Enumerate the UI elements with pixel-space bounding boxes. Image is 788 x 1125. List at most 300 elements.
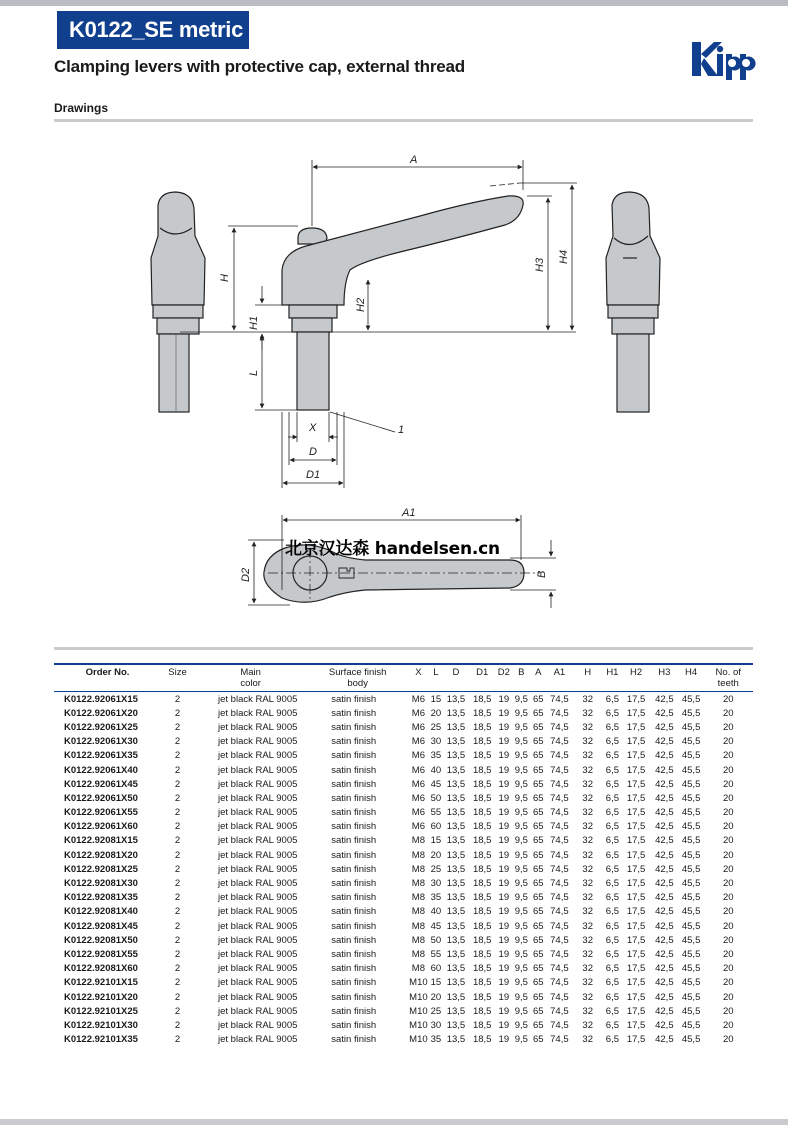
cell-d: 13,5: [446, 778, 466, 790]
cell-h3: 42,5: [655, 892, 674, 904]
header-no-of-teeth: No. of teeth: [703, 664, 753, 692]
cell-d1: 18,5: [472, 948, 492, 960]
cell-d2: 19: [498, 778, 510, 790]
cell-h4: 45,5: [681, 920, 701, 932]
table-row: [54, 706, 753, 720]
cell-b: 9,5: [514, 849, 528, 861]
cell-h: 32: [582, 1005, 593, 1017]
cell-teeth: 20: [722, 878, 734, 890]
cell-h3: 42,5: [655, 963, 674, 975]
cell-h4: 45,5: [681, 1005, 701, 1017]
cell-h: 32: [582, 948, 593, 960]
cell-a: 65: [533, 991, 544, 1003]
cell-a: 65: [533, 977, 544, 989]
cell-h2: 17,5: [626, 707, 646, 719]
cell-surface-finish: satin finish: [331, 906, 377, 918]
cell-d2: 19: [498, 892, 510, 904]
cell-b: 9,5: [514, 750, 528, 762]
cell-d: 13,5: [446, 878, 466, 890]
cell-order-no: K0122.92081X20: [64, 849, 138, 861]
cell-x: M6: [411, 792, 425, 804]
cell-d: 13,5: [446, 835, 466, 847]
cell-h1: 6,5: [605, 778, 619, 790]
cell-d1: 18,5: [472, 991, 492, 1003]
cell-d: 13,5: [446, 750, 466, 762]
cell-h2: 17,5: [626, 878, 646, 890]
cell-d1: 18,5: [472, 1019, 492, 1031]
header-surface-finish: Surface finish body: [307, 664, 408, 692]
cell-teeth: 20: [722, 892, 734, 904]
cell-main-color: jet black RAL 9005: [218, 963, 298, 975]
cell-x: M6: [411, 778, 425, 790]
cell-d1: 18,5: [472, 792, 492, 804]
table-row: [54, 735, 753, 749]
cell-order-no: K0122.92081X30: [64, 878, 138, 890]
cell-l: 30: [430, 736, 442, 748]
table-row: [54, 962, 753, 976]
cell-h4: 45,5: [681, 1034, 701, 1046]
cell-h: 32: [582, 693, 593, 705]
cell-b: 9,5: [514, 1005, 528, 1017]
cell-d1: 18,5: [472, 807, 492, 819]
cell-d: 13,5: [446, 977, 466, 989]
cell-l: 15: [430, 693, 442, 705]
cell-h2: 17,5: [626, 849, 646, 861]
cell-d2: 19: [498, 1019, 510, 1031]
cell-h1: 6,5: [605, 736, 619, 748]
header-d1: D1: [469, 664, 496, 692]
cell-size: 2: [174, 934, 181, 946]
cell-d2: 19: [498, 977, 510, 989]
cell-d2: 19: [498, 863, 510, 875]
cell-h: 32: [582, 835, 593, 847]
cell-d1: 18,5: [472, 920, 492, 932]
cell-a1: 74,5: [550, 693, 569, 705]
cell-surface-finish: satin finish: [331, 849, 377, 861]
cell-teeth: 20: [722, 920, 734, 932]
cell-main-color: jet black RAL 9005: [218, 792, 298, 804]
cell-x: M6: [411, 750, 425, 762]
header-x: X: [408, 664, 429, 692]
technical-drawing: [0, 130, 788, 640]
dim-label-D1: D1: [306, 469, 321, 481]
cell-a: 65: [533, 1005, 544, 1017]
cell-h: 32: [582, 778, 593, 790]
cell-d2: 19: [498, 707, 510, 719]
cell-b: 9,5: [514, 963, 528, 975]
cell-main-color: jet black RAL 9005: [218, 821, 298, 833]
cell-surface-finish: satin finish: [331, 977, 377, 989]
cell-size: 2: [174, 948, 181, 960]
cell-h4: 45,5: [681, 977, 701, 989]
table-row: [54, 791, 753, 805]
cell-size: 2: [174, 963, 181, 975]
cell-b: 9,5: [514, 934, 528, 946]
cell-size: 2: [174, 1005, 181, 1017]
cell-h3: 42,5: [655, 721, 674, 733]
cell-l: 50: [430, 934, 442, 946]
cell-surface-finish: satin finish: [331, 963, 377, 975]
cell-b: 9,5: [514, 920, 528, 932]
dim-label-X: X: [309, 422, 317, 434]
cell-size: 2: [174, 863, 181, 875]
cell-size: 2: [174, 778, 181, 790]
cell-order-no: K0122.92101X15: [64, 977, 138, 989]
cell-a: 65: [533, 863, 544, 875]
cell-a1: 74,5: [550, 707, 569, 719]
cell-d: 13,5: [446, 736, 466, 748]
cell-order-no: K0122.92061X30: [64, 736, 138, 748]
cell-a: 65: [533, 1019, 544, 1031]
cell-a: 65: [533, 736, 544, 748]
cell-l: 40: [430, 764, 442, 776]
cell-h2: 17,5: [626, 721, 646, 733]
cell-h4: 45,5: [681, 906, 701, 918]
cell-x: M10: [409, 1019, 428, 1031]
cell-teeth: 20: [722, 764, 734, 776]
cell-surface-finish: satin finish: [331, 948, 377, 960]
cell-order-no: K0122.92081X40: [64, 906, 138, 918]
cell-a: 65: [533, 878, 544, 890]
cell-h3: 42,5: [655, 948, 674, 960]
cell-d: 13,5: [446, 920, 466, 932]
table-row: [54, 876, 753, 890]
cell-h3: 42,5: [655, 920, 674, 932]
cell-h3: 42,5: [655, 792, 674, 804]
cell-h: 32: [582, 977, 593, 989]
cell-order-no: K0122.92061X15: [64, 693, 138, 705]
table-row: [54, 692, 753, 707]
cell-d1: 18,5: [472, 707, 492, 719]
divider: [54, 119, 753, 122]
cell-teeth: 20: [722, 906, 734, 918]
cell-d: 13,5: [446, 934, 466, 946]
cell-h2: 17,5: [626, 948, 646, 960]
cell-h4: 45,5: [681, 863, 701, 875]
cell-a1: 74,5: [550, 991, 569, 1003]
cell-order-no: K0122.92061X35: [64, 750, 138, 762]
cell-h3: 42,5: [655, 736, 674, 748]
header-b: B: [512, 664, 531, 692]
cell-main-color: jet black RAL 9005: [218, 849, 298, 861]
cell-order-no: K0122.92061X25: [64, 721, 138, 733]
cell-h3: 42,5: [655, 707, 674, 719]
cell-h2: 17,5: [626, 750, 646, 762]
cell-teeth: 20: [722, 977, 734, 989]
cell-surface-finish: satin finish: [331, 835, 377, 847]
cell-h3: 42,5: [655, 849, 674, 861]
dim-label-A1: A1: [402, 507, 416, 519]
table-row: [54, 820, 753, 834]
cell-h4: 45,5: [681, 991, 701, 1003]
cell-h4: 45,5: [681, 693, 701, 705]
cell-h3: 42,5: [655, 977, 674, 989]
cell-a: 65: [533, 807, 544, 819]
cell-x: M8: [411, 963, 425, 975]
cell-x: M6: [411, 821, 425, 833]
cell-a1: 74,5: [550, 892, 569, 904]
cell-b: 9,5: [514, 807, 528, 819]
cell-l: 60: [430, 821, 442, 833]
cell-order-no: K0122.92081X60: [64, 963, 138, 975]
cell-size: 2: [174, 835, 181, 847]
cell-d: 13,5: [446, 849, 466, 861]
cell-d1: 18,5: [472, 863, 492, 875]
cell-h4: 45,5: [681, 721, 701, 733]
cell-d2: 19: [498, 721, 510, 733]
cell-d: 13,5: [446, 863, 466, 875]
cell-main-color: jet black RAL 9005: [218, 991, 298, 1003]
cell-h1: 6,5: [605, 693, 619, 705]
cell-h1: 6,5: [605, 792, 619, 804]
cell-h4: 45,5: [681, 934, 701, 946]
cell-size: 2: [174, 906, 181, 918]
cell-l: 45: [430, 778, 442, 790]
cell-h3: 42,5: [655, 878, 674, 890]
cell-a1: 74,5: [550, 849, 569, 861]
cell-main-color: jet black RAL 9005: [218, 736, 298, 748]
cell-b: 9,5: [514, 736, 528, 748]
cell-d2: 19: [498, 750, 510, 762]
cell-main-color: jet black RAL 9005: [218, 807, 298, 819]
cell-main-color: jet black RAL 9005: [218, 707, 298, 719]
cell-h1: 6,5: [605, 991, 619, 1003]
cell-a: 65: [533, 764, 544, 776]
cell-h: 32: [582, 906, 593, 918]
cell-b: 9,5: [514, 991, 528, 1003]
cell-x: M8: [411, 906, 425, 918]
cell-h4: 45,5: [681, 878, 701, 890]
cell-order-no: K0122.92081X35: [64, 892, 138, 904]
cell-main-color: jet black RAL 9005: [218, 920, 298, 932]
header-main-color: Main color: [194, 664, 307, 692]
cell-h3: 42,5: [655, 807, 674, 819]
table-row: [54, 848, 753, 862]
cell-main-color: jet black RAL 9005: [218, 892, 298, 904]
cell-d1: 18,5: [472, 721, 492, 733]
cell-x: M6: [411, 764, 425, 776]
kipp-logo: [688, 40, 758, 82]
cell-h1: 6,5: [605, 878, 619, 890]
cell-d2: 19: [498, 821, 510, 833]
dim-label-B: B: [536, 570, 548, 578]
cell-x: M8: [411, 934, 425, 946]
cell-order-no: K0122.92101X25: [64, 1005, 138, 1017]
cell-h3: 42,5: [655, 778, 674, 790]
cell-teeth: 20: [722, 963, 734, 975]
cell-d: 13,5: [446, 948, 466, 960]
cell-h2: 17,5: [626, 764, 646, 776]
cell-d1: 18,5: [472, 906, 492, 918]
cell-order-no: K0122.92061X55: [64, 807, 138, 819]
cell-surface-finish: satin finish: [331, 878, 377, 890]
cell-size: 2: [174, 892, 181, 904]
header-d2: D2: [496, 664, 512, 692]
dim-label-H4: H4: [558, 249, 570, 264]
product-code-title: K0122_SE metric: [57, 11, 249, 49]
cell-a1: 74,5: [550, 878, 569, 890]
cell-h4: 45,5: [681, 948, 701, 960]
cell-h1: 6,5: [605, 764, 619, 776]
cell-size: 2: [174, 849, 181, 861]
cell-a: 65: [533, 1034, 544, 1046]
cell-d: 13,5: [446, 807, 466, 819]
cell-h3: 42,5: [655, 991, 674, 1003]
cell-a1: 74,5: [550, 1034, 569, 1046]
cell-h4: 45,5: [681, 821, 701, 833]
cell-order-no: K0122.92081X25: [64, 863, 138, 875]
cell-h2: 17,5: [626, 778, 646, 790]
cell-order-no: K0122.92101X20: [64, 991, 138, 1003]
cell-d2: 19: [498, 835, 510, 847]
cell-size: 2: [174, 693, 181, 705]
cell-a1: 74,5: [550, 835, 569, 847]
cell-b: 9,5: [514, 1034, 528, 1046]
header-a1: A1: [546, 664, 573, 692]
cell-d2: 19: [498, 906, 510, 918]
cell-h2: 17,5: [626, 693, 646, 705]
cell-size: 2: [174, 878, 181, 890]
cell-a: 65: [533, 792, 544, 804]
cell-x: M6: [411, 807, 425, 819]
table-row: [54, 933, 753, 947]
cell-teeth: 20: [722, 1034, 734, 1046]
cell-d1: 18,5: [472, 835, 492, 847]
table-row: [54, 763, 753, 777]
cell-surface-finish: satin finish: [331, 863, 377, 875]
cell-a: 65: [533, 721, 544, 733]
cell-h1: 6,5: [605, 977, 619, 989]
cell-h: 32: [582, 807, 593, 819]
dim-label-H2: H2: [355, 297, 367, 312]
cell-h: 32: [582, 1034, 593, 1046]
cell-a1: 74,5: [550, 764, 569, 776]
cell-main-color: jet black RAL 9005: [218, 764, 298, 776]
watermark-text: 北京汉达森 handelsen.cn: [285, 539, 500, 559]
cell-l: 35: [430, 750, 442, 762]
cell-d: 13,5: [446, 792, 466, 804]
cell-b: 9,5: [514, 835, 528, 847]
cell-b: 9,5: [514, 792, 528, 804]
cell-teeth: 20: [722, 835, 734, 847]
cell-order-no: K0122.92081X15: [64, 835, 138, 847]
table-row: [54, 990, 753, 1004]
cell-h3: 42,5: [655, 764, 674, 776]
cell-h1: 6,5: [605, 1019, 619, 1031]
cell-teeth: 20: [722, 1019, 734, 1031]
cell-surface-finish: satin finish: [331, 750, 377, 762]
dim-label-H1: H1: [248, 315, 260, 330]
cell-l: 25: [430, 721, 442, 733]
cell-a: 65: [533, 821, 544, 833]
order-table: [54, 663, 753, 1047]
cell-size: 2: [174, 707, 181, 719]
cell-teeth: 20: [722, 991, 734, 1003]
cell-surface-finish: satin finish: [331, 1005, 377, 1017]
cell-a1: 74,5: [550, 1019, 569, 1031]
cell-main-color: jet black RAL 9005: [218, 835, 298, 847]
table-row: [54, 976, 753, 990]
cell-a1: 74,5: [550, 736, 569, 748]
cell-d: 13,5: [446, 707, 466, 719]
cell-size: 2: [174, 821, 181, 833]
cell-l: 35: [430, 892, 442, 904]
cell-d2: 19: [498, 849, 510, 861]
cell-teeth: 20: [722, 778, 734, 790]
cell-l: 30: [430, 878, 442, 890]
cell-teeth: 20: [722, 821, 734, 833]
cell-h2: 17,5: [626, 934, 646, 946]
drawings-label: Drawings: [54, 101, 109, 115]
table-row: [54, 919, 753, 933]
cell-l: 30: [430, 1019, 442, 1031]
cell-h: 32: [582, 920, 593, 932]
cell-main-color: jet black RAL 9005: [218, 1034, 298, 1046]
cell-d: 13,5: [446, 892, 466, 904]
cell-a1: 74,5: [550, 792, 569, 804]
header-h2: H2: [622, 664, 650, 692]
cell-main-color: jet black RAL 9005: [218, 693, 298, 705]
cell-order-no: K0122.92061X60: [64, 821, 138, 833]
table-header-row: [54, 664, 753, 692]
cell-teeth: 20: [722, 693, 734, 705]
cell-h4: 45,5: [681, 835, 701, 847]
dim-label-D: D: [309, 446, 317, 458]
cell-size: 2: [174, 721, 181, 733]
cell-h2: 17,5: [626, 807, 646, 819]
cell-order-no: K0122.92061X40: [64, 764, 138, 776]
cell-h: 32: [582, 892, 593, 904]
cell-h2: 17,5: [626, 906, 646, 918]
cell-b: 9,5: [514, 863, 528, 875]
cell-surface-finish: satin finish: [331, 721, 377, 733]
cell-d1: 18,5: [472, 977, 492, 989]
header-h4: H4: [679, 664, 704, 692]
cell-h: 32: [582, 878, 593, 890]
cell-teeth: 20: [722, 1005, 734, 1017]
cell-h2: 17,5: [626, 920, 646, 932]
cell-l: 55: [430, 948, 442, 960]
front-view-lever: [282, 196, 523, 410]
cell-a: 65: [533, 920, 544, 932]
table-row: [54, 947, 753, 961]
cell-a: 65: [533, 835, 544, 847]
cell-order-no: K0122.92061X20: [64, 707, 138, 719]
cell-d: 13,5: [446, 1034, 466, 1046]
cell-d1: 18,5: [472, 849, 492, 861]
cell-d2: 19: [498, 764, 510, 776]
cell-d1: 18,5: [472, 778, 492, 790]
cell-teeth: 20: [722, 721, 734, 733]
cell-h1: 6,5: [605, 807, 619, 819]
cell-h2: 17,5: [626, 792, 646, 804]
cell-h3: 42,5: [655, 750, 674, 762]
cell-order-no: K0122.92101X35: [64, 1034, 138, 1046]
cell-surface-finish: satin finish: [331, 792, 377, 804]
cell-d1: 18,5: [472, 1005, 492, 1017]
cell-l: 50: [430, 792, 442, 804]
cell-h2: 17,5: [626, 736, 646, 748]
cell-h: 32: [582, 764, 593, 776]
cell-a1: 74,5: [550, 963, 569, 975]
cell-l: 35: [430, 1034, 442, 1046]
cell-h1: 6,5: [605, 963, 619, 975]
cell-size: 2: [174, 792, 181, 804]
cell-a1: 74,5: [550, 906, 569, 918]
cell-h4: 45,5: [681, 750, 701, 762]
cell-d: 13,5: [446, 1005, 466, 1017]
cell-d2: 19: [498, 920, 510, 932]
